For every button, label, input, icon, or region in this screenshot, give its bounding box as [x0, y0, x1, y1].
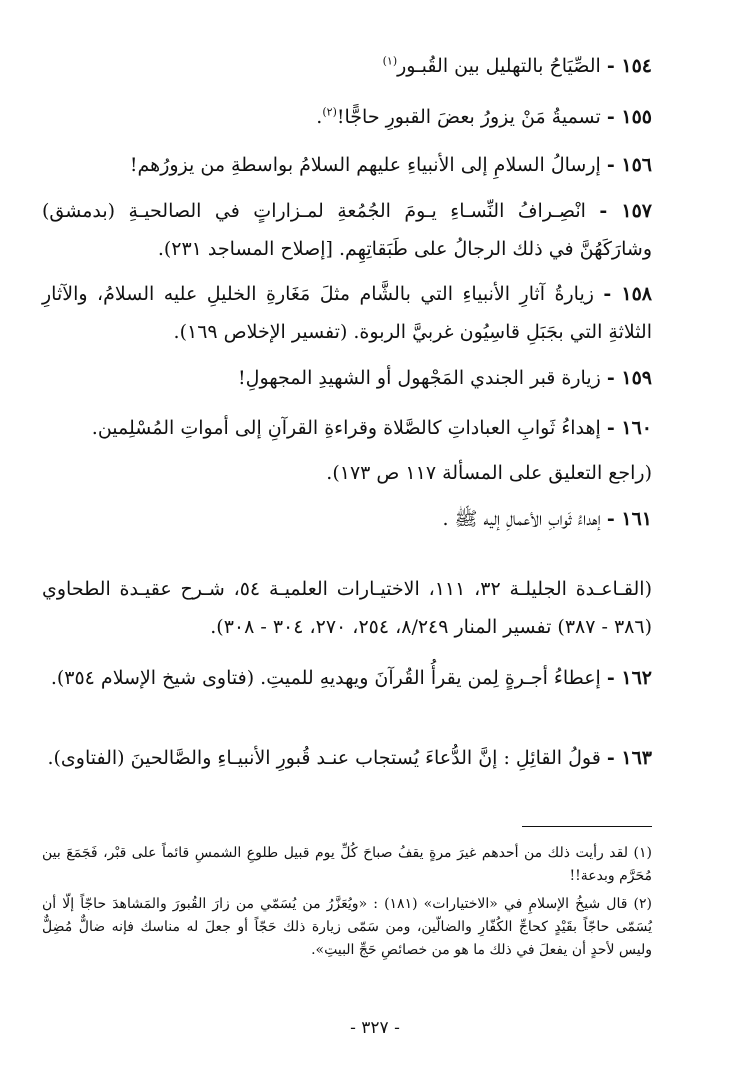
entry-text: تسميةُ مَنْ يزورُ بعضَ القبورِ حاجًّا!: [336, 106, 601, 128]
entry-163: [42, 739, 652, 777]
entry-references-block: [42, 570, 652, 646]
entry-text: إعطاءُ أجـرةٍ لِمن يقرأُ القُرآنَ ويهديهِ للميتِ. (فتاوى شيخ الإسلام ٣٥٤).: [50, 667, 601, 689]
entry-text: (راجع التعليق على المسألة ١١٧ ص ١٧٣).: [326, 462, 652, 484]
entry-punct: .: [316, 106, 323, 128]
entry-number: ١٦١ -: [606, 508, 652, 530]
page-number: - ٣٢٧ -: [350, 1018, 400, 1038]
entry-text: انْصِـرافُ النِّسـاءِ يـومَ الجُمُعةِ لمـزاراتٍ في الصالحيـةِ (بدمشق) وشارَكَهُنَّ في ذلك الرجالُ على طَبَقاتِهِم. [إصلاح المساجد ٢٣١).: [42, 200, 652, 260]
entry-154: [42, 47, 652, 85]
footnote-1: [42, 842, 652, 888]
entry-text: الصِّيَاحُ بالتهليل بين القُبـور: [397, 55, 601, 77]
footnote-text: (١) لقد رأيت ذلك من أحدهم غيرَ مرةٍ يقفُ صباحَ كُلِّ يوم قبيل طلوعِ الشمسِ قائماً على قبْر، فَجَمَعَ بين مُحَرَّم وبدعة!!: [42, 845, 652, 884]
entry-155: [42, 98, 652, 136]
entry-number: ١٥٨ -: [603, 283, 652, 305]
footnote-text: (٢) قال شيخُ الإسلامِ في «الاختيارات» (١٨١) : «ويُعَزَّرُ من يُسَمّي من زارَ القُبورَ والمَشاهدَ حاجّاً إلّا أن يُسَمّى حاجّاً بقَيْدٍ كحاجِّ الكُفّارِ والضالّين، ومن سَمّى زيارة ذلك حَجّاً أو جعلَ له مناسك فإنه ضالٌّ مُضِلٌّ وليس لأحدٍ أن يفعلَ في ذلك ما هو من خصائصِ حَجِّ البيتِ».: [42, 896, 652, 958]
entry-text: زيارةُ آثارِ الأنبياءِ التي بالشَّام مثلَ مَغَارةِ الخليلِ عليه السلامُ، والآثارِ الثلاثةِ التي بجَبَلِ قاسِيُون غربيَّ الربوة. (تفسير الإخلاص ١٦٩).: [42, 283, 652, 343]
footnote-ref[interactable]: (٢): [322, 105, 337, 119]
entry-156: [42, 146, 652, 184]
entry-160: [42, 409, 652, 447]
footnote-ref[interactable]: (١): [382, 54, 398, 68]
entry-number: ١٦٣ -: [606, 747, 652, 769]
entry-text: (القـاعـدة الجليلـة ٣٢، ١١١، الاختيـارات العلميـة ٥٤، شـرح عقيـدة الطحاوي (٣٨٦ - ٣٨٧) تفسير المنار ٨/٢٤٩، ٢٥٤، ٢٧٠، ٣٠٤ - ٣٠٨).: [42, 578, 652, 638]
entry-161: [42, 500, 652, 538]
entry-text: إرسالُ السلامِ إلى الأنبياءِ عليهم السلامُ بواسطةِ من يزورُهم!: [129, 154, 601, 176]
entry-number: ١٥٩ -: [606, 367, 652, 389]
entry-number: ١٥٧ -: [599, 200, 652, 222]
entry-text: زيارة قبر الجندي المَجْهول أو الشهيدِ المجهولِ!: [238, 367, 601, 389]
entry-162: [42, 659, 652, 697]
entry-text: قولُ القائِلِ : إنَّ الدُّعاءَ يُستجاب عنـد قُبورِ الأنبيـاءِ والصَّالحينَ (الفتاوى).: [47, 747, 601, 769]
entry-text: إهداءُ ثَوابِ العباداتِ كالصَّلاة وقراءةِ القرآنِ إلى أمواتِ المُسْلِمين.: [91, 417, 601, 439]
entry-text: إهداءُ ثَوابِ الأعمالِ إليه ﷺ .: [442, 508, 601, 530]
footnote-2: [42, 893, 652, 962]
entry-number: ١٥٥ -: [606, 106, 652, 128]
entry-number: ١٦٠ -: [606, 417, 652, 439]
entry-158: [42, 275, 652, 351]
entry-number: ١٥٦ -: [606, 154, 652, 176]
entry-number: ١٥٤ -: [606, 55, 652, 77]
entry-157: [42, 192, 652, 268]
entry-number: ١٦٢ -: [606, 667, 652, 689]
entry-159: [42, 359, 652, 397]
footnote-divider: [522, 826, 652, 827]
entry-reference: [42, 454, 652, 492]
